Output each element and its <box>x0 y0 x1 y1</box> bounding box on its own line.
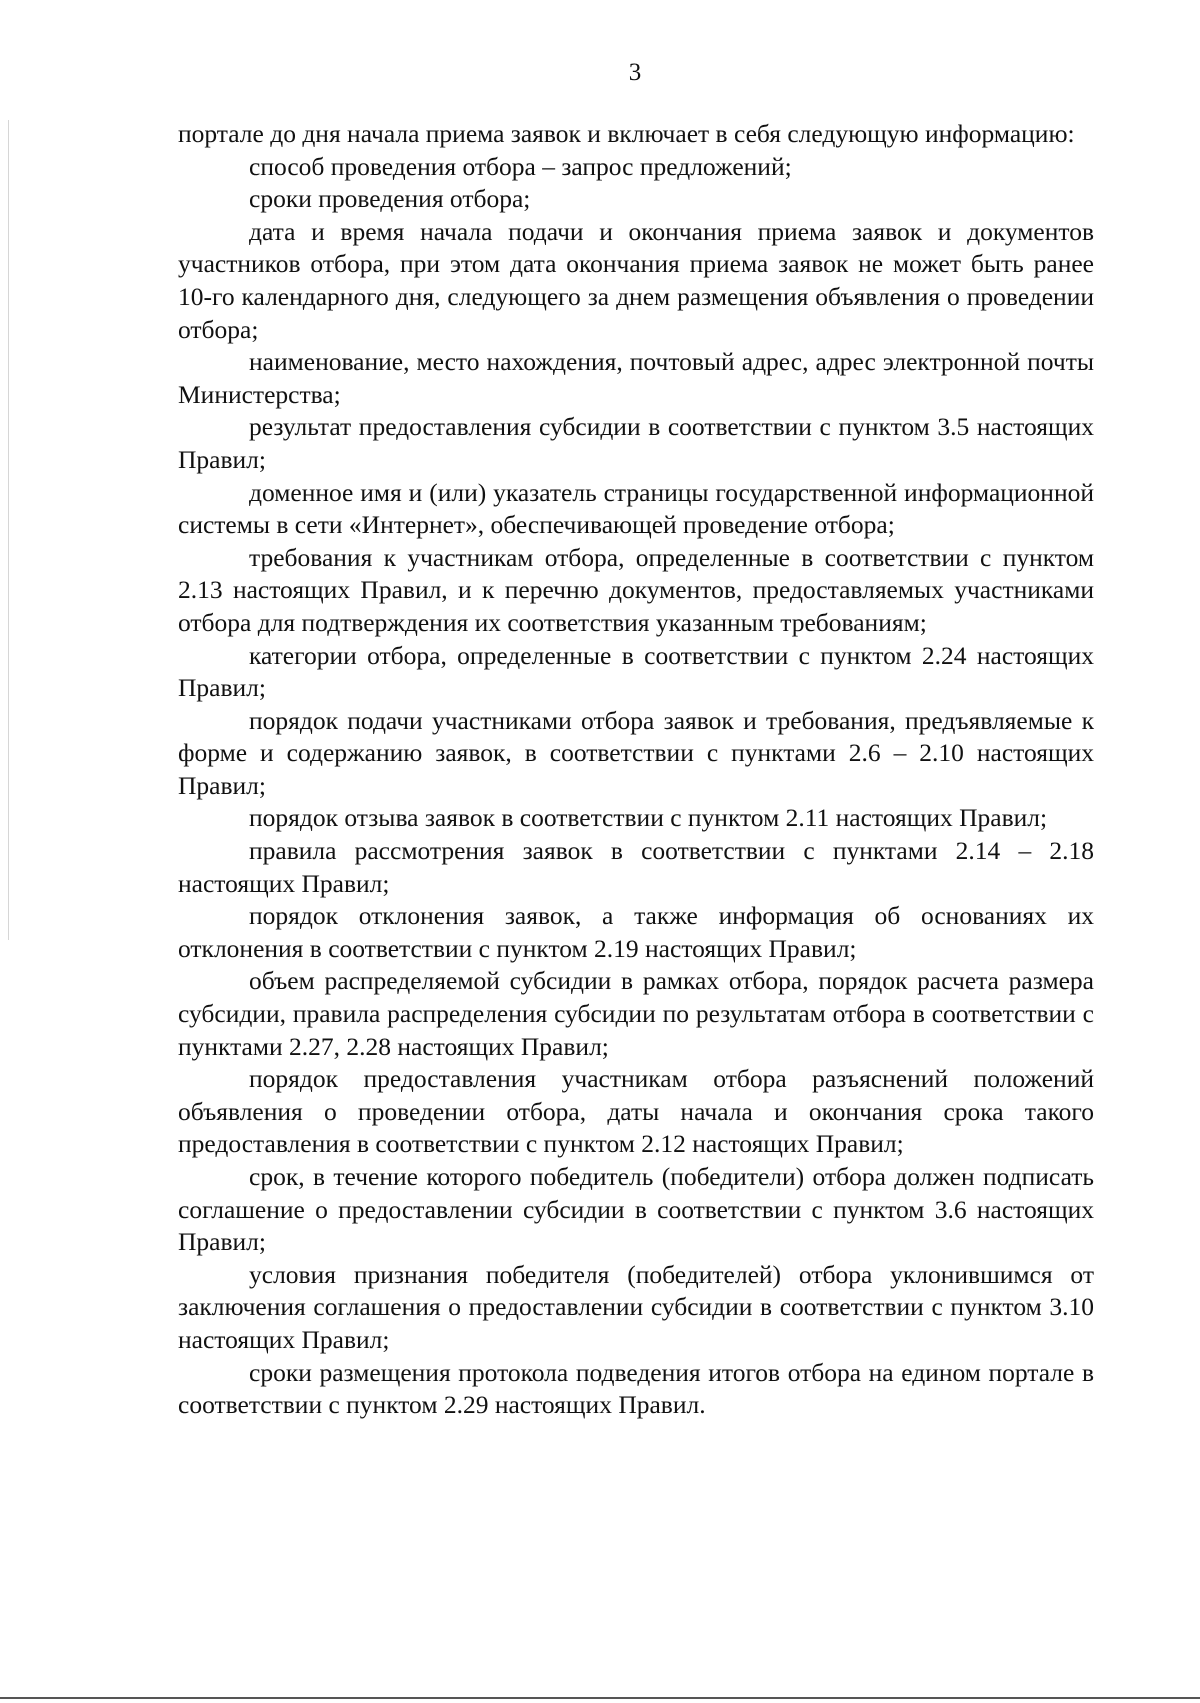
list-item-subsidy-result: результат предоставления субсидии в соответствии с пунктом 3.5 настоящих Правил; <box>178 412 1094 474</box>
list-item-selection-method: способ проведения отбора – запрос предложений; <box>249 151 792 181</box>
list-item-subsidy-volume: объем распределяемой субсидии в рамках отбора, порядок расчета размера субсидии, правила распределения субсидии по результатам отбора в соответствии с пунктами 2.27, 2.28 настоящих Правил; <box>178 966 1094 1061</box>
list-item-participant-requirements: требования к участникам отбора, определенные в соответствии с пунктом 2.13 настоящих Правил, и к перечню документов, предоставляемых участниками отбора для подтверждения их соответствия указанным требованиям; <box>178 542 1094 637</box>
list-item-submission-procedure: порядок подачи участниками отбора заявок и требования, предъявляемые к форме и содержанию заявок, в соответствии с пунктами 2.6 – 2.10 настоящих Правил; <box>178 705 1094 800</box>
list-item-selection-categories: категории отбора, определенные в соответствии с пунктом 2.24 настоящих Правил; <box>178 640 1094 703</box>
scan-edge-bottom <box>0 1697 1200 1699</box>
list-item-agreement-deadline: срок, в течение которого победитель (победители) отбора должен подписать соглашение о предоставлении субсидии в соответствии с пунктом 3.6 настоящих Правил; <box>178 1162 1094 1257</box>
page-number: 3 <box>628 59 642 86</box>
list-item-domain-name: доменное имя и (или) указатель страницы государственной информационной системы в сети «Интернет», обеспечивающей проведение отбора; <box>178 477 1094 540</box>
list-item-withdrawal-procedure: порядок отзыва заявок в соответствии с пунктом 2.11 настоящих Правил; <box>249 803 1048 833</box>
list-item-review-rules: правила рассмотрения заявок в соответствии с пунктами 2.14 – 2.18 настоящих Правил; <box>178 836 1094 898</box>
list-item-evasion-conditions: условия признания победителя (победителей) отбора уклонившимся от заключения соглашения о предоставлении субсидии в соответствии с пунктом 3.10 настоящих Правил; <box>178 1259 1094 1354</box>
document-body <box>178 118 1094 1422</box>
list-item-application-dates: дата и время начала подачи и окончания приема заявок и документов участников отбора, при этом дата окончания приема заявок не может быть ранее 10-го календарного дня, следующего за днем размещения объявления о проведении отбора; <box>178 216 1094 344</box>
list-item-rejection-procedure: порядок отклонения заявок, а также информация об основаниях их отклонения в соответствии с пунктом 2.19 настоящих Правил; <box>178 901 1094 963</box>
list-item-selection-terms: сроки проведения отбора; <box>249 184 531 214</box>
list-item-protocol-publication: сроки размещения протокола подведения итогов отбора на едином портале в соответствии с пунктом 2.29 настоящих Правил. <box>178 1357 1094 1420</box>
list-item-ministry-contacts: наименование, место нахождения, почтовый адрес, адрес электронной почты Министерства; <box>178 347 1094 409</box>
paragraph-continuation: портале до дня начала приема заявок и включает в себя следующую информацию: <box>178 119 1075 148</box>
list-item-clarifications: порядок предоставления участникам отбора разъяснений положений объявления о проведении отбора, даты начала и окончания срока такого предоставления в соответствии с пунктом 2.12 настоящих Правил; <box>178 1064 1094 1159</box>
scan-edge-left <box>8 120 9 940</box>
